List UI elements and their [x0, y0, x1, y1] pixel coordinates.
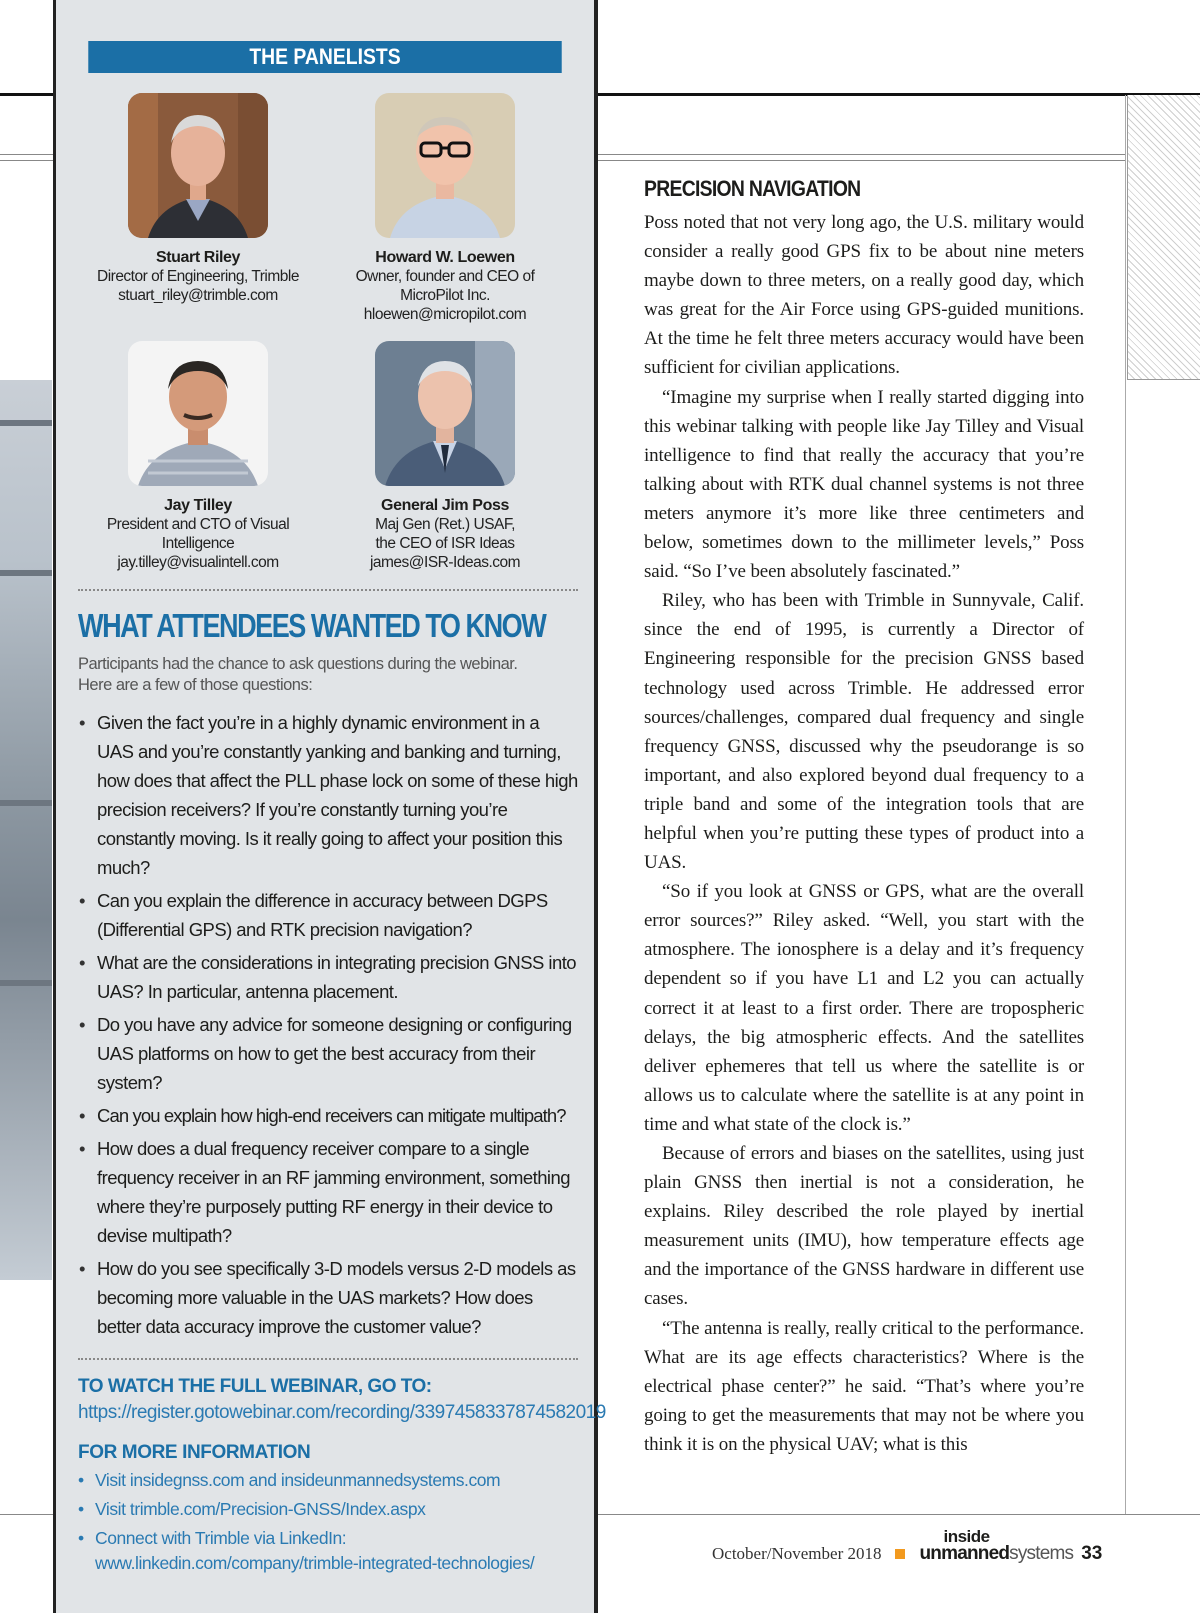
top-rule-right [598, 93, 1200, 96]
intro-line: Here are a few of those questions: [78, 676, 313, 694]
top-rule-left [0, 93, 55, 96]
question-item: • What are the considerations in integrating precision GNSS into UAS? In particular, antenna placement. [78, 948, 578, 1006]
attendees-intro [78, 654, 598, 696]
logo-systems: systems [1009, 1543, 1074, 1564]
panelists-header: THE PANELISTS [88, 41, 561, 73]
panelist-name: General Jim Poss [381, 497, 509, 514]
dotted-divider [78, 589, 578, 591]
divider-rule [598, 154, 1125, 155]
bottom-rule [598, 1514, 1200, 1515]
question-item: • Do you have any advice for someone designing or configuring UAS platforms on how to get the best accuracy from their system? [78, 1010, 578, 1097]
divider-rule [0, 160, 55, 161]
panelist-photo [375, 341, 515, 486]
more-info-list [78, 1468, 578, 1580]
panelist-company: Intelligence [161, 535, 235, 552]
article-paragraph: “Imagine my surprise when I really started digging into this webinar talking with people like Jay Tilley and Visual intelligence to find that really the accuracy that you’re talking about with RTK dual channel systems is not three meters anymore it’s more like three centimeters and below, sometimes down to the millimeter levels,” Poss said. “So I’ve been absolutely fascinated.” [644, 386, 1084, 583]
article-paragraph: “The antenna is really, really critical to the performance. What are its age effects characteristics? Where is the electrical phase center?” he said. “That’s where you’re going to get the measurements that may not be where you think it is on the physical UAV; what is this [644, 1317, 1084, 1455]
more-info-link[interactable]: • Visit insidegnss.com and insideunmannedsystems.com [78, 1468, 578, 1493]
panelist-title: President and CTO of Visual [106, 516, 290, 533]
panelist-card [325, 93, 565, 324]
panelist-title: Director of Engineering, Trimble [97, 268, 299, 285]
logo-inside: inside [943, 1527, 990, 1546]
column-rule [1125, 95, 1126, 1515]
more-info-link[interactable]: • Connect with Trimble via LinkedIn: www.linkedin.com/company/trimble-integrated-technologies/ [78, 1526, 578, 1576]
article-paragraph: Riley, who has been with Trimble in Sunnyvale, Calif. since the end of 1995, is currently a Director of Engineering responsible for the precision GNSS based technology used across Trimble. He addressed error sources/challenges, compared dual frequency and single frequency GNSS, discussed why the pseudorange is so important, and also explored beyond dual frequency to a triple band and some of the integration tools that are helpful when you’re putting these types of product into a UAS. [644, 590, 1084, 874]
page-footer [712, 1527, 1103, 1573]
question-item: • Given the fact you’re in a highly dynamic environment in a UAS and you’re constantly yanking and banking and turning, how does that affect the PLL phase lock on some of these high precision receivers? If you’re constantly turning you’re constantly moving. Is it really going to affect your position this much? [78, 708, 578, 882]
watch-webinar [78, 1374, 606, 1426]
intro-line: Participants had the chance to ask questions during the webinar. [78, 655, 518, 673]
article-paragraph: Poss noted that not very long ago, the U.S. military would consider a really good GPS fix to be about nine meters maybe down to three meters, on a really good day, which was great for the Air Force using GPS-guided munitions. At the time he felt three meters accuracy would have been sufficient for civilian applications. [644, 212, 1084, 379]
panelist-company: the CEO of ISR Ideas [375, 535, 515, 552]
question-item: • How do you see specifically 3-D models versus 2-D models as becoming more valuable in the UAS markets? How does better data accuracy improve the customer value? [78, 1254, 578, 1341]
panelist-name: Jay Tilley [164, 497, 232, 514]
panelist-title: Owner, founder and CEO of [355, 268, 535, 285]
questions-list [78, 708, 578, 1345]
article-heading: PRECISION NAVIGATION [644, 176, 861, 201]
panelist-title: Maj Gen (Ret.) USAF, [375, 516, 515, 533]
issue-date: October/November 2018 [712, 1544, 882, 1563]
question-item: • Can you explain how high-end receivers can mitigate multipath? [78, 1101, 578, 1130]
article-paragraph: Because of errors and biases on the satellites, using just plain GNSS then inertial is not a consideration, he explains. Riley described the role played by inertial measurement units (IMU), how temperature effects age and the importance of the GNSS hardware in different use cases. [644, 1143, 1084, 1310]
panelist-email: jay.tilley@visualintell.com [117, 554, 279, 571]
panelist-company: MicroPilot Inc. [400, 287, 490, 304]
article-paragraph: “So if you look at GNSS or GPS, what are the overall error sources?” Riley asked. “Well, you start with the atmosphere. The ionosphere is a delay and it’s frequency dependent so if you have L1 and L2 you can actually correct it at least to a first order. There are tropospheric delays, the big atmospheric effects. And the satellites deliver ephemeres that tell us where the satellite is or allows us to calculate where the satellite is at any point in time and what state of the clock is.” [644, 881, 1084, 1135]
dotted-divider [78, 1358, 578, 1360]
panelist-card [78, 93, 318, 305]
attendees-heading: WHAT ATTENDEES WANTED TO KNOW [78, 607, 546, 644]
divider-rule [0, 154, 55, 155]
divider-rule [598, 160, 1125, 161]
orange-square-icon [895, 1549, 905, 1559]
panelist-photo [128, 341, 268, 486]
panelist-name: Howard W. Loewen [375, 249, 515, 266]
panelist-photo [128, 93, 268, 238]
panelists-sidebar [53, 0, 606, 1613]
panelist-card [78, 341, 318, 572]
magazine-logo [919, 1527, 1074, 1565]
panelist-name: Stuart Riley [155, 249, 241, 266]
panelist-email: stuart_riley@trimble.com [118, 287, 278, 304]
more-info-link[interactable]: • Visit trimble.com/Precision-GNSS/Index.aspx [78, 1497, 578, 1522]
panelist-photo [375, 93, 515, 238]
panelist-email: hloewen@micropilot.com [363, 306, 527, 323]
webinar-link[interactable]: https://register.gotowebinar.com/recording/3397458337874582019 [78, 1402, 606, 1423]
more-info-heading: FOR MORE INFORMATION [78, 1442, 311, 1463]
question-item: • Can you explain the difference in accuracy between DGPS (Differential GPS) and RTK precision navigation? [78, 886, 578, 944]
hatched-margin [1127, 95, 1200, 380]
panelist-email: james@ISR-Ideas.com [369, 554, 521, 571]
watch-lead: TO WATCH THE FULL WEBINAR, GO TO: [78, 1376, 432, 1397]
question-item: • How does a dual frequency receiver compare to a single frequency receiver in an RF jamming environment, something where they’re purposely putting RF energy in their device to devise multipath? [78, 1134, 578, 1250]
page-number: 33 [1081, 1543, 1103, 1564]
bottom-rule [0, 1514, 55, 1515]
article-column [644, 176, 1084, 1459]
background-photo [0, 380, 52, 1280]
logo-unmanned: unmanned [919, 1543, 1010, 1564]
panelist-card [325, 341, 565, 572]
